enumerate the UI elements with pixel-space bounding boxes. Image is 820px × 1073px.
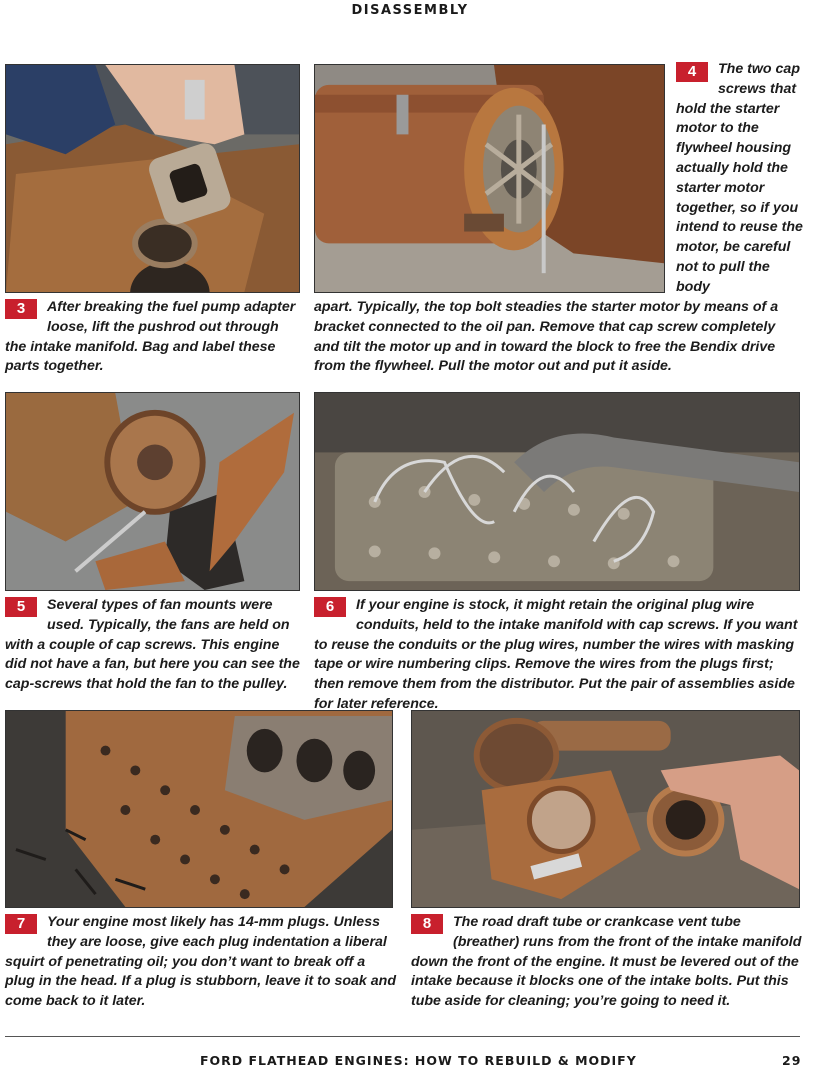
caption-step-4	[676, 60, 804, 298]
caption-step-3	[5, 298, 300, 377]
photo-fuel-pump-adapter	[5, 64, 300, 293]
page-number: 29	[782, 1053, 802, 1068]
step-text: Your engine most likely has 14-mm plugs. Unless they are loose, give each plug indentation a liberal squirt of penetrating oil; you don’t want to break off a plug in the head. If a plug is stubborn, leave it to soak and come back to it later.	[5, 914, 396, 1010]
photo-fan-mount	[5, 392, 300, 591]
photo-starter-motor	[314, 64, 665, 293]
caption-step-7	[5, 913, 397, 1012]
step-text: The two cap screws that hold the starter motor to the flywheel housing actually hold the starter motor together, so if you intend to reuse the motor, be careful not to pull the body	[676, 61, 803, 295]
step-number-badge: 5	[5, 597, 37, 617]
caption-step-6	[314, 596, 804, 715]
step-number-badge: 6	[314, 597, 346, 617]
step-text: If your engine is stock, it might retain the original plug wire conduits, held to the intake manifold with cap screws. If you want to reuse the conduits or the plug wires, number the wires with masking tape or wire numbering clips. Remove the wires from the plugs first; then remove them from the distributor. Put the pair of assemblies aside for later reference.	[314, 597, 798, 712]
book-title: FORD FLATHEAD ENGINES: HOW TO REBUILD & MODIFY	[200, 1053, 637, 1068]
step-text: The road draft tube or crankcase vent tube (breather) runs from the front of the intake manifold down the front of the engine. It must be levered out of the intake because it blocks one of the intake bolts. Put this tube aside for cleaning; you’re going to need it.	[411, 914, 802, 1010]
step-number-badge: 3	[5, 299, 37, 319]
photo-plug-wire-conduits	[314, 392, 800, 591]
step-number-badge: 8	[411, 914, 443, 934]
caption-step-4-continued: apart. Typically, the top bolt steadies the starter motor by means of a bracket connected to the oil pan. Remove that cap screw completely and tilt the motor up and in toward the block to free the Bendix drive from the flywheel. Pull the motor out and put it aside.	[314, 299, 779, 375]
step-text: After breaking the fuel pump adapter loose, lift the pushrod out through the intake manifold. Bag and label these parts together.	[5, 299, 296, 375]
caption-step-5	[5, 596, 300, 695]
step-number-badge: 7	[5, 914, 37, 934]
photo-cylinder-head-plugs	[5, 710, 393, 908]
step-number-badge: 4	[676, 62, 708, 82]
footer-divider	[5, 1036, 800, 1037]
caption-step-8	[411, 913, 804, 1012]
section-header: DISASSEMBLY	[351, 3, 469, 18]
step-text: Several types of fan mounts were used. Typically, the fans are held on with a couple of cap screws. This engine did not have a fan, but here you can see the cap-screws that hold the fan to the pulley.	[5, 597, 300, 693]
photo-road-draft-tube	[411, 710, 800, 908]
